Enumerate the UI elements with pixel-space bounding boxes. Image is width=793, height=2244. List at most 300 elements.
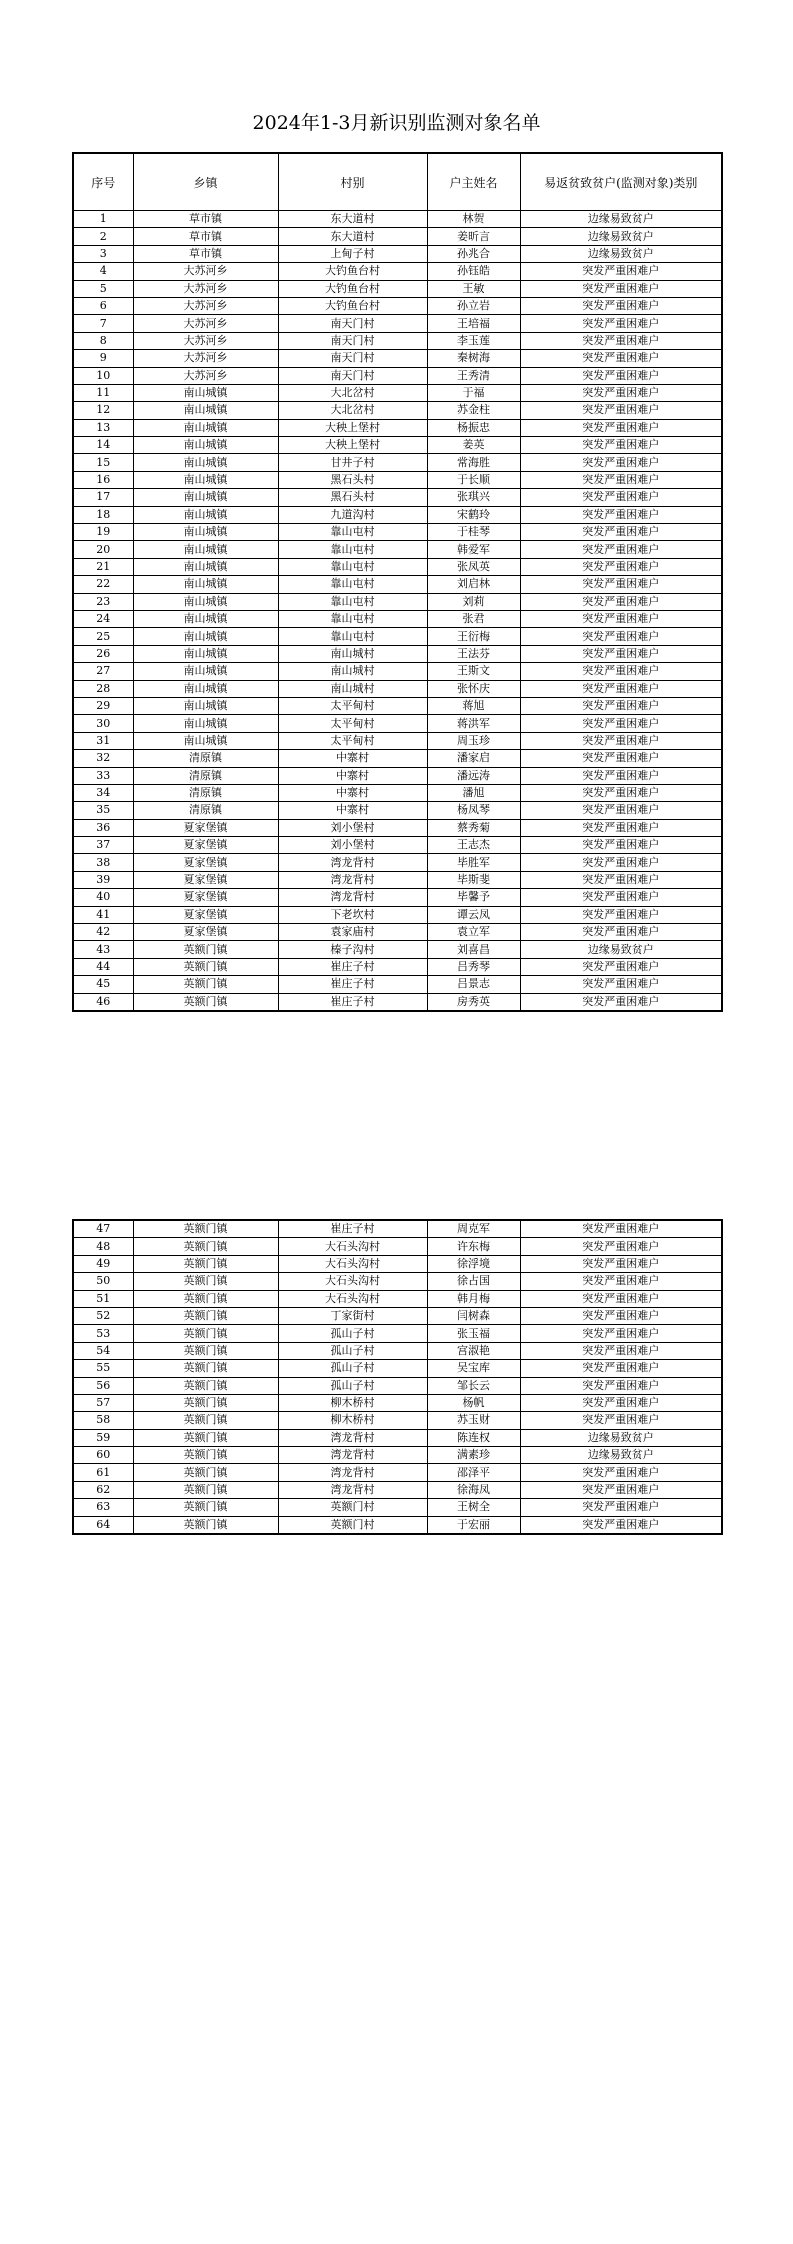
table-row xyxy=(73,437,722,454)
cell-category: 突发严重困难户 xyxy=(520,976,722,993)
cell-village: 中寨村 xyxy=(278,784,427,801)
header-householder: 户主姓名 xyxy=(427,153,520,211)
cell-category: 突发严重困难户 xyxy=(520,767,722,784)
cell-village: 大秧上堡村 xyxy=(278,437,427,454)
table-row xyxy=(73,767,722,784)
cell-householder: 杨振忠 xyxy=(427,419,520,436)
cell-township: 南山城镇 xyxy=(133,384,278,401)
table-row xyxy=(73,1412,722,1429)
cell-householder: 满素珍 xyxy=(427,1447,520,1464)
cell-householder: 于长顺 xyxy=(427,471,520,488)
cell-householder: 于桂琴 xyxy=(427,524,520,541)
table-row xyxy=(73,1447,722,1464)
table-row xyxy=(73,367,722,384)
cell-serial: 33 xyxy=(73,767,133,784)
cell-category: 边缘易致贫户 xyxy=(520,228,722,245)
cell-householder: 邵泽平 xyxy=(427,1464,520,1481)
cell-category: 突发严重困难户 xyxy=(520,280,722,297)
cell-category: 突发严重困难户 xyxy=(520,1307,722,1324)
table-row xyxy=(73,958,722,975)
cell-township: 南山城镇 xyxy=(133,471,278,488)
cell-serial: 37 xyxy=(73,837,133,854)
cell-householder: 孙立岩 xyxy=(427,297,520,314)
table-row xyxy=(73,541,722,558)
cell-serial: 15 xyxy=(73,454,133,471)
cell-householder: 王志杰 xyxy=(427,837,520,854)
cell-township: 清原镇 xyxy=(133,784,278,801)
table-row xyxy=(73,924,722,941)
cell-township: 英额门镇 xyxy=(133,1481,278,1498)
cell-category: 突发严重困难户 xyxy=(520,1273,722,1290)
cell-category: 突发严重困难户 xyxy=(520,1499,722,1516)
cell-category: 突发严重困难户 xyxy=(520,367,722,384)
cell-serial: 46 xyxy=(73,993,133,1011)
table-row xyxy=(73,628,722,645)
cell-village: 大石头沟村 xyxy=(278,1273,427,1290)
cell-householder: 宋鹤玲 xyxy=(427,506,520,523)
cell-category: 突发严重困难户 xyxy=(520,663,722,680)
cell-serial: 20 xyxy=(73,541,133,558)
cell-householder: 王秀清 xyxy=(427,367,520,384)
cell-householder: 邹长云 xyxy=(427,1377,520,1394)
table-row xyxy=(73,993,722,1011)
cell-householder: 张君 xyxy=(427,610,520,627)
cell-township: 英额门镇 xyxy=(133,1325,278,1342)
cell-township: 英额门镇 xyxy=(133,1342,278,1359)
table-row xyxy=(73,784,722,801)
cell-category: 突发严重困难户 xyxy=(520,489,722,506)
cell-village: 南山城村 xyxy=(278,663,427,680)
cell-serial: 13 xyxy=(73,419,133,436)
cell-category: 突发严重困难户 xyxy=(520,541,722,558)
cell-serial: 7 xyxy=(73,315,133,332)
cell-township: 南山城镇 xyxy=(133,715,278,732)
cell-serial: 23 xyxy=(73,593,133,610)
monitoring-table-page1 xyxy=(72,152,723,1012)
cell-village: 南天门村 xyxy=(278,350,427,367)
cell-serial: 28 xyxy=(73,680,133,697)
cell-village: 中寨村 xyxy=(278,767,427,784)
table-row xyxy=(73,280,722,297)
cell-category: 边缘易致贫户 xyxy=(520,1447,722,1464)
cell-serial: 43 xyxy=(73,941,133,958)
cell-category: 突发严重困难户 xyxy=(520,263,722,280)
cell-serial: 40 xyxy=(73,889,133,906)
cell-householder: 潘家启 xyxy=(427,750,520,767)
cell-township: 清原镇 xyxy=(133,767,278,784)
cell-category: 突发严重困难户 xyxy=(520,297,722,314)
cell-village: 湾龙背村 xyxy=(278,1447,427,1464)
table-row xyxy=(73,576,722,593)
table-row xyxy=(73,402,722,419)
cell-householder: 孙兆合 xyxy=(427,245,520,262)
cell-householder: 韩月梅 xyxy=(427,1290,520,1307)
cell-householder: 周克军 xyxy=(427,1220,520,1238)
cell-householder: 刘喜昌 xyxy=(427,941,520,958)
cell-village: 袁家庙村 xyxy=(278,924,427,941)
cell-serial: 49 xyxy=(73,1255,133,1272)
table-row xyxy=(73,610,722,627)
cell-category: 突发严重困难户 xyxy=(520,437,722,454)
cell-householder: 姜昕言 xyxy=(427,228,520,245)
cell-township: 英额门镇 xyxy=(133,1394,278,1411)
table-row xyxy=(73,663,722,680)
header-serial: 序号 xyxy=(73,153,133,211)
cell-householder: 孙钰皓 xyxy=(427,263,520,280)
cell-serial: 24 xyxy=(73,610,133,627)
cell-township: 英额门镇 xyxy=(133,958,278,975)
cell-village: 大石头沟村 xyxy=(278,1290,427,1307)
cell-householder: 刘启林 xyxy=(427,576,520,593)
cell-township: 南山城镇 xyxy=(133,419,278,436)
cell-serial: 11 xyxy=(73,384,133,401)
cell-householder: 王衍梅 xyxy=(427,628,520,645)
cell-category: 突发严重困难户 xyxy=(520,332,722,349)
cell-serial: 52 xyxy=(73,1307,133,1324)
cell-category: 突发严重困难户 xyxy=(520,1464,722,1481)
cell-serial: 64 xyxy=(73,1516,133,1534)
cell-village: 东大道村 xyxy=(278,228,427,245)
cell-serial: 17 xyxy=(73,489,133,506)
cell-householder: 毕馨予 xyxy=(427,889,520,906)
cell-category: 突发严重困难户 xyxy=(520,402,722,419)
cell-serial: 5 xyxy=(73,280,133,297)
cell-householder: 吕秀琴 xyxy=(427,958,520,975)
cell-category: 突发严重困难户 xyxy=(520,1325,722,1342)
cell-township: 大苏河乡 xyxy=(133,263,278,280)
cell-serial: 48 xyxy=(73,1238,133,1255)
cell-serial: 63 xyxy=(73,1499,133,1516)
cell-category: 突发严重困难户 xyxy=(520,715,722,732)
table-row xyxy=(73,1481,722,1498)
cell-township: 南山城镇 xyxy=(133,628,278,645)
cell-category: 突发严重困难户 xyxy=(520,610,722,627)
table-row xyxy=(73,419,722,436)
cell-township: 大苏河乡 xyxy=(133,350,278,367)
cell-township: 英额门镇 xyxy=(133,1290,278,1307)
cell-category: 突发严重困难户 xyxy=(520,906,722,923)
table-row xyxy=(73,228,722,245)
cell-village: 大钓鱼台村 xyxy=(278,297,427,314)
cell-householder: 于宏丽 xyxy=(427,1516,520,1534)
cell-township: 英额门镇 xyxy=(133,1412,278,1429)
table-row xyxy=(73,1273,722,1290)
table-row xyxy=(73,506,722,523)
cell-village: 大北岔村 xyxy=(278,402,427,419)
cell-serial: 61 xyxy=(73,1464,133,1481)
cell-village: 孤山子村 xyxy=(278,1325,427,1342)
cell-village: 孤山子村 xyxy=(278,1342,427,1359)
table-row xyxy=(73,263,722,280)
cell-township: 英额门镇 xyxy=(133,1360,278,1377)
cell-category: 突发严重困难户 xyxy=(520,993,722,1011)
cell-category: 突发严重困难户 xyxy=(520,645,722,662)
cell-category: 突发严重困难户 xyxy=(520,819,722,836)
cell-category: 突发严重困难户 xyxy=(520,680,722,697)
cell-householder: 闫树森 xyxy=(427,1307,520,1324)
cell-township: 大苏河乡 xyxy=(133,332,278,349)
cell-village: 南山城村 xyxy=(278,645,427,662)
table-row xyxy=(73,558,722,575)
header-category: 易返贫致贫户(监测对象)类别 xyxy=(520,153,722,211)
cell-village: 崔庄子村 xyxy=(278,958,427,975)
cell-township: 英额门镇 xyxy=(133,1255,278,1272)
header-village: 村别 xyxy=(278,153,427,211)
cell-category: 边缘易致贫户 xyxy=(520,1429,722,1446)
cell-category: 突发严重困难户 xyxy=(520,1220,722,1238)
cell-category: 边缘易致贫户 xyxy=(520,211,722,228)
cell-category: 突发严重困难户 xyxy=(520,350,722,367)
cell-householder: 苏玉财 xyxy=(427,1412,520,1429)
cell-township: 英额门镇 xyxy=(133,1273,278,1290)
cell-householder: 蒋洪军 xyxy=(427,715,520,732)
cell-category: 突发严重困难户 xyxy=(520,697,722,714)
cell-village: 太平甸村 xyxy=(278,732,427,749)
cell-village: 靠山屯村 xyxy=(278,593,427,610)
table-row xyxy=(73,1394,722,1411)
cell-township: 南山城镇 xyxy=(133,663,278,680)
cell-township: 英额门镇 xyxy=(133,1499,278,1516)
cell-township: 南山城镇 xyxy=(133,402,278,419)
cell-village: 大秧上堡村 xyxy=(278,419,427,436)
cell-serial: 8 xyxy=(73,332,133,349)
cell-village: 九道沟村 xyxy=(278,506,427,523)
cell-township: 大苏河乡 xyxy=(133,367,278,384)
table-row xyxy=(73,211,722,228)
cell-serial: 44 xyxy=(73,958,133,975)
cell-village: 湾龙背村 xyxy=(278,1464,427,1481)
cell-village: 大钓鱼台村 xyxy=(278,280,427,297)
cell-category: 突发严重困难户 xyxy=(520,837,722,854)
cell-householder: 常海胜 xyxy=(427,454,520,471)
cell-township: 南山城镇 xyxy=(133,489,278,506)
cell-serial: 25 xyxy=(73,628,133,645)
cell-serial: 19 xyxy=(73,524,133,541)
cell-serial: 4 xyxy=(73,263,133,280)
cell-township: 英额门镇 xyxy=(133,941,278,958)
cell-serial: 45 xyxy=(73,976,133,993)
cell-township: 南山城镇 xyxy=(133,506,278,523)
table-row xyxy=(73,471,722,488)
cell-householder: 蔡秀菊 xyxy=(427,819,520,836)
table-row xyxy=(73,906,722,923)
cell-serial: 32 xyxy=(73,750,133,767)
cell-township: 英额门镇 xyxy=(133,976,278,993)
cell-village: 丁家街村 xyxy=(278,1307,427,1324)
cell-category: 突发严重困难户 xyxy=(520,1255,722,1272)
table-row xyxy=(73,332,722,349)
cell-serial: 26 xyxy=(73,645,133,662)
cell-category: 突发严重困难户 xyxy=(520,419,722,436)
cell-serial: 9 xyxy=(73,350,133,367)
cell-householder: 袁立军 xyxy=(427,924,520,941)
cell-village: 黑石头村 xyxy=(278,471,427,488)
cell-serial: 10 xyxy=(73,367,133,384)
cell-householder: 李玉莲 xyxy=(427,332,520,349)
cell-township: 夏家堡镇 xyxy=(133,906,278,923)
cell-village: 太平甸村 xyxy=(278,715,427,732)
cell-township: 夏家堡镇 xyxy=(133,889,278,906)
cell-village: 孤山子村 xyxy=(278,1360,427,1377)
cell-category: 突发严重困难户 xyxy=(520,802,722,819)
cell-serial: 31 xyxy=(73,732,133,749)
cell-township: 夏家堡镇 xyxy=(133,819,278,836)
cell-serial: 29 xyxy=(73,697,133,714)
cell-serial: 2 xyxy=(73,228,133,245)
cell-village: 南山城村 xyxy=(278,680,427,697)
cell-category: 突发严重困难户 xyxy=(520,1394,722,1411)
cell-village: 靠山屯村 xyxy=(278,524,427,541)
cell-village: 湾龙背村 xyxy=(278,854,427,871)
document-title: 2024年1-3月新识别监测对象名单 xyxy=(252,112,541,134)
cell-serial: 57 xyxy=(73,1394,133,1411)
cell-serial: 56 xyxy=(73,1377,133,1394)
cell-category: 突发严重困难户 xyxy=(520,593,722,610)
cell-householder: 张凤英 xyxy=(427,558,520,575)
cell-village: 刘小堡村 xyxy=(278,837,427,854)
cell-serial: 34 xyxy=(73,784,133,801)
cell-category: 突发严重困难户 xyxy=(520,1342,722,1359)
cell-serial: 3 xyxy=(73,245,133,262)
cell-category: 突发严重困难户 xyxy=(520,1481,722,1498)
cell-village: 靠山屯村 xyxy=(278,558,427,575)
cell-serial: 47 xyxy=(73,1220,133,1238)
table-row xyxy=(73,1325,722,1342)
cell-category: 突发严重困难户 xyxy=(520,315,722,332)
cell-householder: 林贺 xyxy=(427,211,520,228)
monitoring-table-page2 xyxy=(72,1219,723,1535)
cell-serial: 12 xyxy=(73,402,133,419)
cell-village: 英额门村 xyxy=(278,1516,427,1534)
cell-householder: 毕斯斐 xyxy=(427,871,520,888)
cell-township: 南山城镇 xyxy=(133,437,278,454)
cell-category: 突发严重困难户 xyxy=(520,750,722,767)
cell-township: 南山城镇 xyxy=(133,697,278,714)
cell-category: 突发严重困难户 xyxy=(520,1377,722,1394)
cell-householder: 姜英 xyxy=(427,437,520,454)
cell-township: 南山城镇 xyxy=(133,610,278,627)
cell-village: 中寨村 xyxy=(278,750,427,767)
table-row xyxy=(73,871,722,888)
cell-township: 清原镇 xyxy=(133,750,278,767)
cell-township: 夏家堡镇 xyxy=(133,837,278,854)
cell-village: 南天门村 xyxy=(278,332,427,349)
cell-householder: 周玉珍 xyxy=(427,732,520,749)
cell-township: 草市镇 xyxy=(133,245,278,262)
cell-serial: 42 xyxy=(73,924,133,941)
table-row xyxy=(73,819,722,836)
cell-category: 突发严重困难户 xyxy=(520,454,722,471)
cell-village: 靠山屯村 xyxy=(278,610,427,627)
cell-township: 英额门镇 xyxy=(133,1220,278,1238)
cell-township: 英额门镇 xyxy=(133,1307,278,1324)
cell-township: 南山城镇 xyxy=(133,541,278,558)
cell-serial: 35 xyxy=(73,802,133,819)
cell-householder: 潘远涛 xyxy=(427,767,520,784)
table-row xyxy=(73,350,722,367)
table-row xyxy=(73,1220,722,1238)
cell-serial: 6 xyxy=(73,297,133,314)
cell-serial: 14 xyxy=(73,437,133,454)
table-row xyxy=(73,1377,722,1394)
cell-village: 东大道村 xyxy=(278,211,427,228)
cell-township: 英额门镇 xyxy=(133,1464,278,1481)
cell-category: 突发严重困难户 xyxy=(520,1412,722,1429)
cell-householder: 张玉福 xyxy=(427,1325,520,1342)
cell-township: 大苏河乡 xyxy=(133,280,278,297)
cell-village: 大石头沟村 xyxy=(278,1238,427,1255)
cell-category: 突发严重困难户 xyxy=(520,1290,722,1307)
cell-serial: 41 xyxy=(73,906,133,923)
cell-township: 夏家堡镇 xyxy=(133,871,278,888)
cell-householder: 陈连权 xyxy=(427,1429,520,1446)
cell-township: 英额门镇 xyxy=(133,1377,278,1394)
cell-category: 突发严重困难户 xyxy=(520,784,722,801)
table-row xyxy=(73,715,722,732)
cell-village: 太平甸村 xyxy=(278,697,427,714)
cell-category: 突发严重困难户 xyxy=(520,628,722,645)
cell-township: 英额门镇 xyxy=(133,1238,278,1255)
cell-serial: 22 xyxy=(73,576,133,593)
cell-category: 突发严重困难户 xyxy=(520,1516,722,1534)
cell-township: 南山城镇 xyxy=(133,593,278,610)
table-row xyxy=(73,697,722,714)
cell-householder: 许东梅 xyxy=(427,1238,520,1255)
table-header-row xyxy=(73,153,722,211)
table-row xyxy=(73,645,722,662)
cell-householder: 吴宝库 xyxy=(427,1360,520,1377)
cell-township: 南山城镇 xyxy=(133,524,278,541)
cell-category: 边缘易致贫户 xyxy=(520,941,722,958)
cell-village: 英额门村 xyxy=(278,1499,427,1516)
cell-village: 下老坎村 xyxy=(278,906,427,923)
cell-township: 南山城镇 xyxy=(133,680,278,697)
cell-serial: 16 xyxy=(73,471,133,488)
cell-serial: 59 xyxy=(73,1429,133,1446)
table-row xyxy=(73,837,722,854)
cell-category: 突发严重困难户 xyxy=(520,1238,722,1255)
cell-township: 南山城镇 xyxy=(133,732,278,749)
table-row xyxy=(73,941,722,958)
cell-householder: 潘旭 xyxy=(427,784,520,801)
cell-serial: 60 xyxy=(73,1447,133,1464)
cell-category: 突发严重困难户 xyxy=(520,558,722,575)
cell-serial: 21 xyxy=(73,558,133,575)
cell-serial: 62 xyxy=(73,1481,133,1498)
table-row xyxy=(73,1360,722,1377)
table-row xyxy=(73,489,722,506)
table-row xyxy=(73,1342,722,1359)
cell-category: 边缘易致贫户 xyxy=(520,245,722,262)
cell-township: 清原镇 xyxy=(133,802,278,819)
cell-householder: 王斯文 xyxy=(427,663,520,680)
cell-village: 崔庄子村 xyxy=(278,993,427,1011)
cell-householder: 杨凤琴 xyxy=(427,802,520,819)
cell-householder: 王敏 xyxy=(427,280,520,297)
table-row xyxy=(73,593,722,610)
header-township: 乡镇 xyxy=(133,153,278,211)
cell-township: 英额门镇 xyxy=(133,1516,278,1534)
table-row xyxy=(73,245,722,262)
cell-householder: 张怀庆 xyxy=(427,680,520,697)
cell-village: 孤山子村 xyxy=(278,1377,427,1394)
table-row xyxy=(73,1290,722,1307)
cell-village: 甘井子村 xyxy=(278,454,427,471)
cell-householder: 王法芬 xyxy=(427,645,520,662)
cell-village: 崔庄子村 xyxy=(278,976,427,993)
cell-township: 草市镇 xyxy=(133,211,278,228)
cell-category: 突发严重困难户 xyxy=(520,576,722,593)
